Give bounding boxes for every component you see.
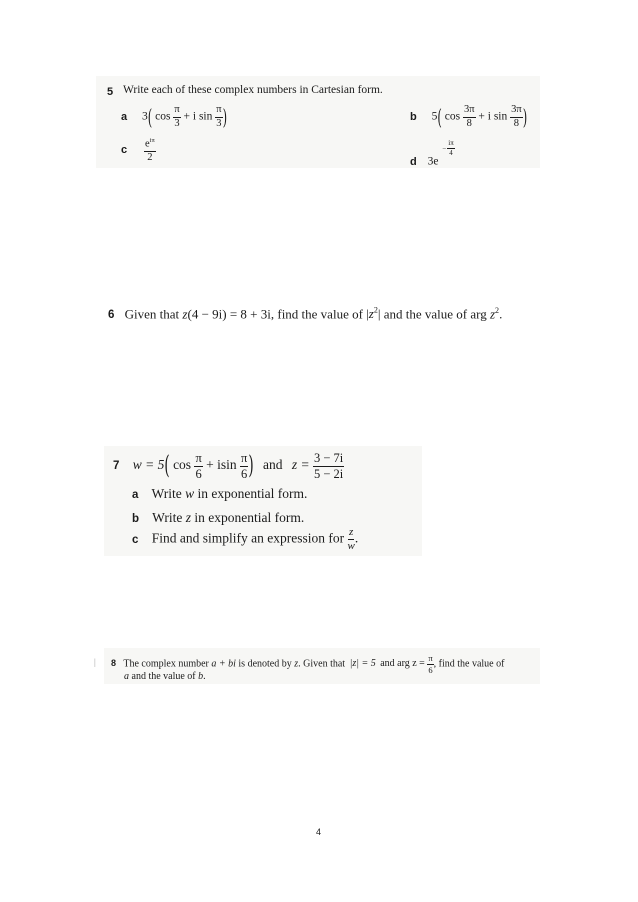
numerator: 3 − 7i bbox=[313, 451, 344, 465]
right-paren: ) bbox=[248, 450, 254, 482]
question-6 bbox=[108, 306, 502, 322]
part-c bbox=[121, 138, 156, 164]
var-b: b bbox=[198, 671, 204, 682]
period: . bbox=[203, 671, 206, 682]
part-label: d bbox=[410, 155, 417, 168]
text: The complex number bbox=[123, 658, 209, 670]
denominator: 5 − 2i bbox=[313, 466, 344, 481]
text: and arg z = bbox=[380, 658, 425, 670]
fraction bbox=[173, 105, 180, 129]
cos-text: cos bbox=[173, 457, 192, 473]
var-z: z bbox=[185, 510, 192, 525]
part-b bbox=[410, 105, 527, 129]
exponent-fraction bbox=[447, 140, 454, 157]
numerator: z bbox=[349, 526, 354, 538]
question-number: 5 bbox=[107, 86, 114, 98]
period: . bbox=[499, 306, 503, 322]
part-text: Write bbox=[151, 486, 182, 501]
left-paren: ( bbox=[164, 450, 170, 482]
isin-text: + i sin bbox=[478, 110, 508, 123]
isin-text: + isin bbox=[206, 457, 237, 473]
part-text: in exponential form. bbox=[194, 510, 305, 525]
right-paren: ) bbox=[222, 103, 228, 131]
question-number: 6 bbox=[108, 309, 115, 322]
part-b bbox=[132, 510, 304, 526]
fraction bbox=[144, 138, 156, 164]
coefficient: 3 bbox=[142, 110, 148, 123]
numerator: π bbox=[173, 105, 180, 118]
text: . Given that bbox=[298, 658, 346, 670]
part-a bbox=[121, 105, 227, 129]
w-equation: w = 5 bbox=[132, 457, 165, 473]
part-text: Find and simplify an expression for bbox=[151, 530, 345, 546]
denominator: 8 bbox=[513, 117, 520, 129]
numerator: π bbox=[241, 451, 248, 465]
text: is denoted by bbox=[238, 658, 292, 670]
fraction bbox=[240, 452, 248, 480]
z-fraction bbox=[313, 452, 344, 480]
denominator: w bbox=[347, 540, 355, 552]
text: and the value of bbox=[131, 671, 196, 682]
base-e: e bbox=[145, 138, 150, 150]
part-label: a bbox=[121, 110, 128, 123]
numerator: 3π bbox=[510, 105, 523, 118]
period: . bbox=[354, 530, 359, 546]
question-number: 7 bbox=[113, 460, 120, 473]
base-3e: 3e bbox=[427, 155, 439, 168]
left-paren: ( bbox=[437, 103, 442, 131]
and-text: and bbox=[262, 457, 283, 473]
fraction bbox=[215, 105, 222, 129]
equation-text: (4 − 9i) = 8 + 3i, find the value of bbox=[187, 306, 363, 322]
denominator: 8 bbox=[466, 117, 472, 129]
part-c bbox=[132, 527, 358, 552]
var-w: w bbox=[185, 486, 195, 501]
cos-text: cos bbox=[444, 110, 461, 123]
part-label: c bbox=[132, 533, 139, 546]
numerator: π bbox=[215, 105, 222, 118]
question-8-line-2 bbox=[124, 671, 206, 682]
var-z: z bbox=[294, 658, 299, 670]
right-paren: ) bbox=[522, 103, 528, 131]
part-label: a bbox=[132, 489, 139, 501]
denominator: 4 bbox=[449, 149, 453, 157]
question-number: 8 bbox=[111, 658, 117, 669]
part-label: b bbox=[132, 513, 140, 525]
denominator: 3 bbox=[216, 117, 222, 129]
modulus-expression bbox=[366, 306, 380, 321]
margin-mark: | bbox=[94, 657, 96, 667]
part-label: c bbox=[121, 144, 128, 157]
question-7-statement bbox=[113, 452, 344, 480]
fraction bbox=[194, 452, 202, 480]
denominator: 2 bbox=[147, 152, 153, 163]
text-given-that: Given that bbox=[124, 306, 180, 322]
a-plus-bi: a + bi bbox=[211, 658, 236, 670]
numerator bbox=[144, 138, 156, 152]
part-text: in exponential form. bbox=[197, 486, 308, 501]
page-number: 4 bbox=[316, 827, 322, 837]
abs-bar-left: | bbox=[366, 306, 369, 322]
exponent bbox=[442, 140, 454, 157]
numerator: π bbox=[195, 451, 202, 465]
part-text: Write bbox=[152, 510, 183, 525]
numerator: π bbox=[428, 653, 433, 663]
text-and-arg: and the value of arg bbox=[383, 306, 487, 322]
abs-bar-right: | bbox=[377, 306, 381, 322]
var-z: z bbox=[368, 306, 374, 322]
var-a: a bbox=[124, 671, 129, 682]
left-paren: ( bbox=[147, 103, 153, 131]
isin-text: + i sin bbox=[183, 110, 213, 123]
cos-text: cos bbox=[155, 110, 171, 123]
var-z: z bbox=[489, 306, 496, 322]
coefficient: 5 bbox=[431, 110, 438, 123]
z-over-w-fraction bbox=[348, 527, 355, 552]
modulus: |z| = 5 bbox=[349, 658, 376, 670]
numerator: 3π bbox=[463, 105, 476, 118]
z-equation: z = bbox=[291, 457, 310, 473]
part-label: b bbox=[410, 110, 417, 123]
text: , find the value of bbox=[433, 658, 505, 670]
part-a bbox=[132, 486, 307, 502]
exponent: 2 bbox=[373, 306, 378, 315]
question-prompt: Write each of these complex numbers in Cartesian form. bbox=[123, 84, 383, 96]
numerator: iπ bbox=[448, 139, 454, 147]
part-d bbox=[410, 140, 455, 168]
exponent: iπ bbox=[149, 137, 155, 144]
denominator: 6 bbox=[195, 466, 202, 481]
denominator: 6 bbox=[241, 466, 248, 481]
denominator: 6 bbox=[428, 664, 433, 675]
exponent: 2 bbox=[495, 306, 500, 315]
denominator: 3 bbox=[174, 117, 180, 129]
var-z: z bbox=[182, 306, 188, 322]
fraction bbox=[463, 105, 476, 129]
fraction bbox=[510, 105, 523, 129]
exponent-sign: − bbox=[442, 144, 447, 153]
